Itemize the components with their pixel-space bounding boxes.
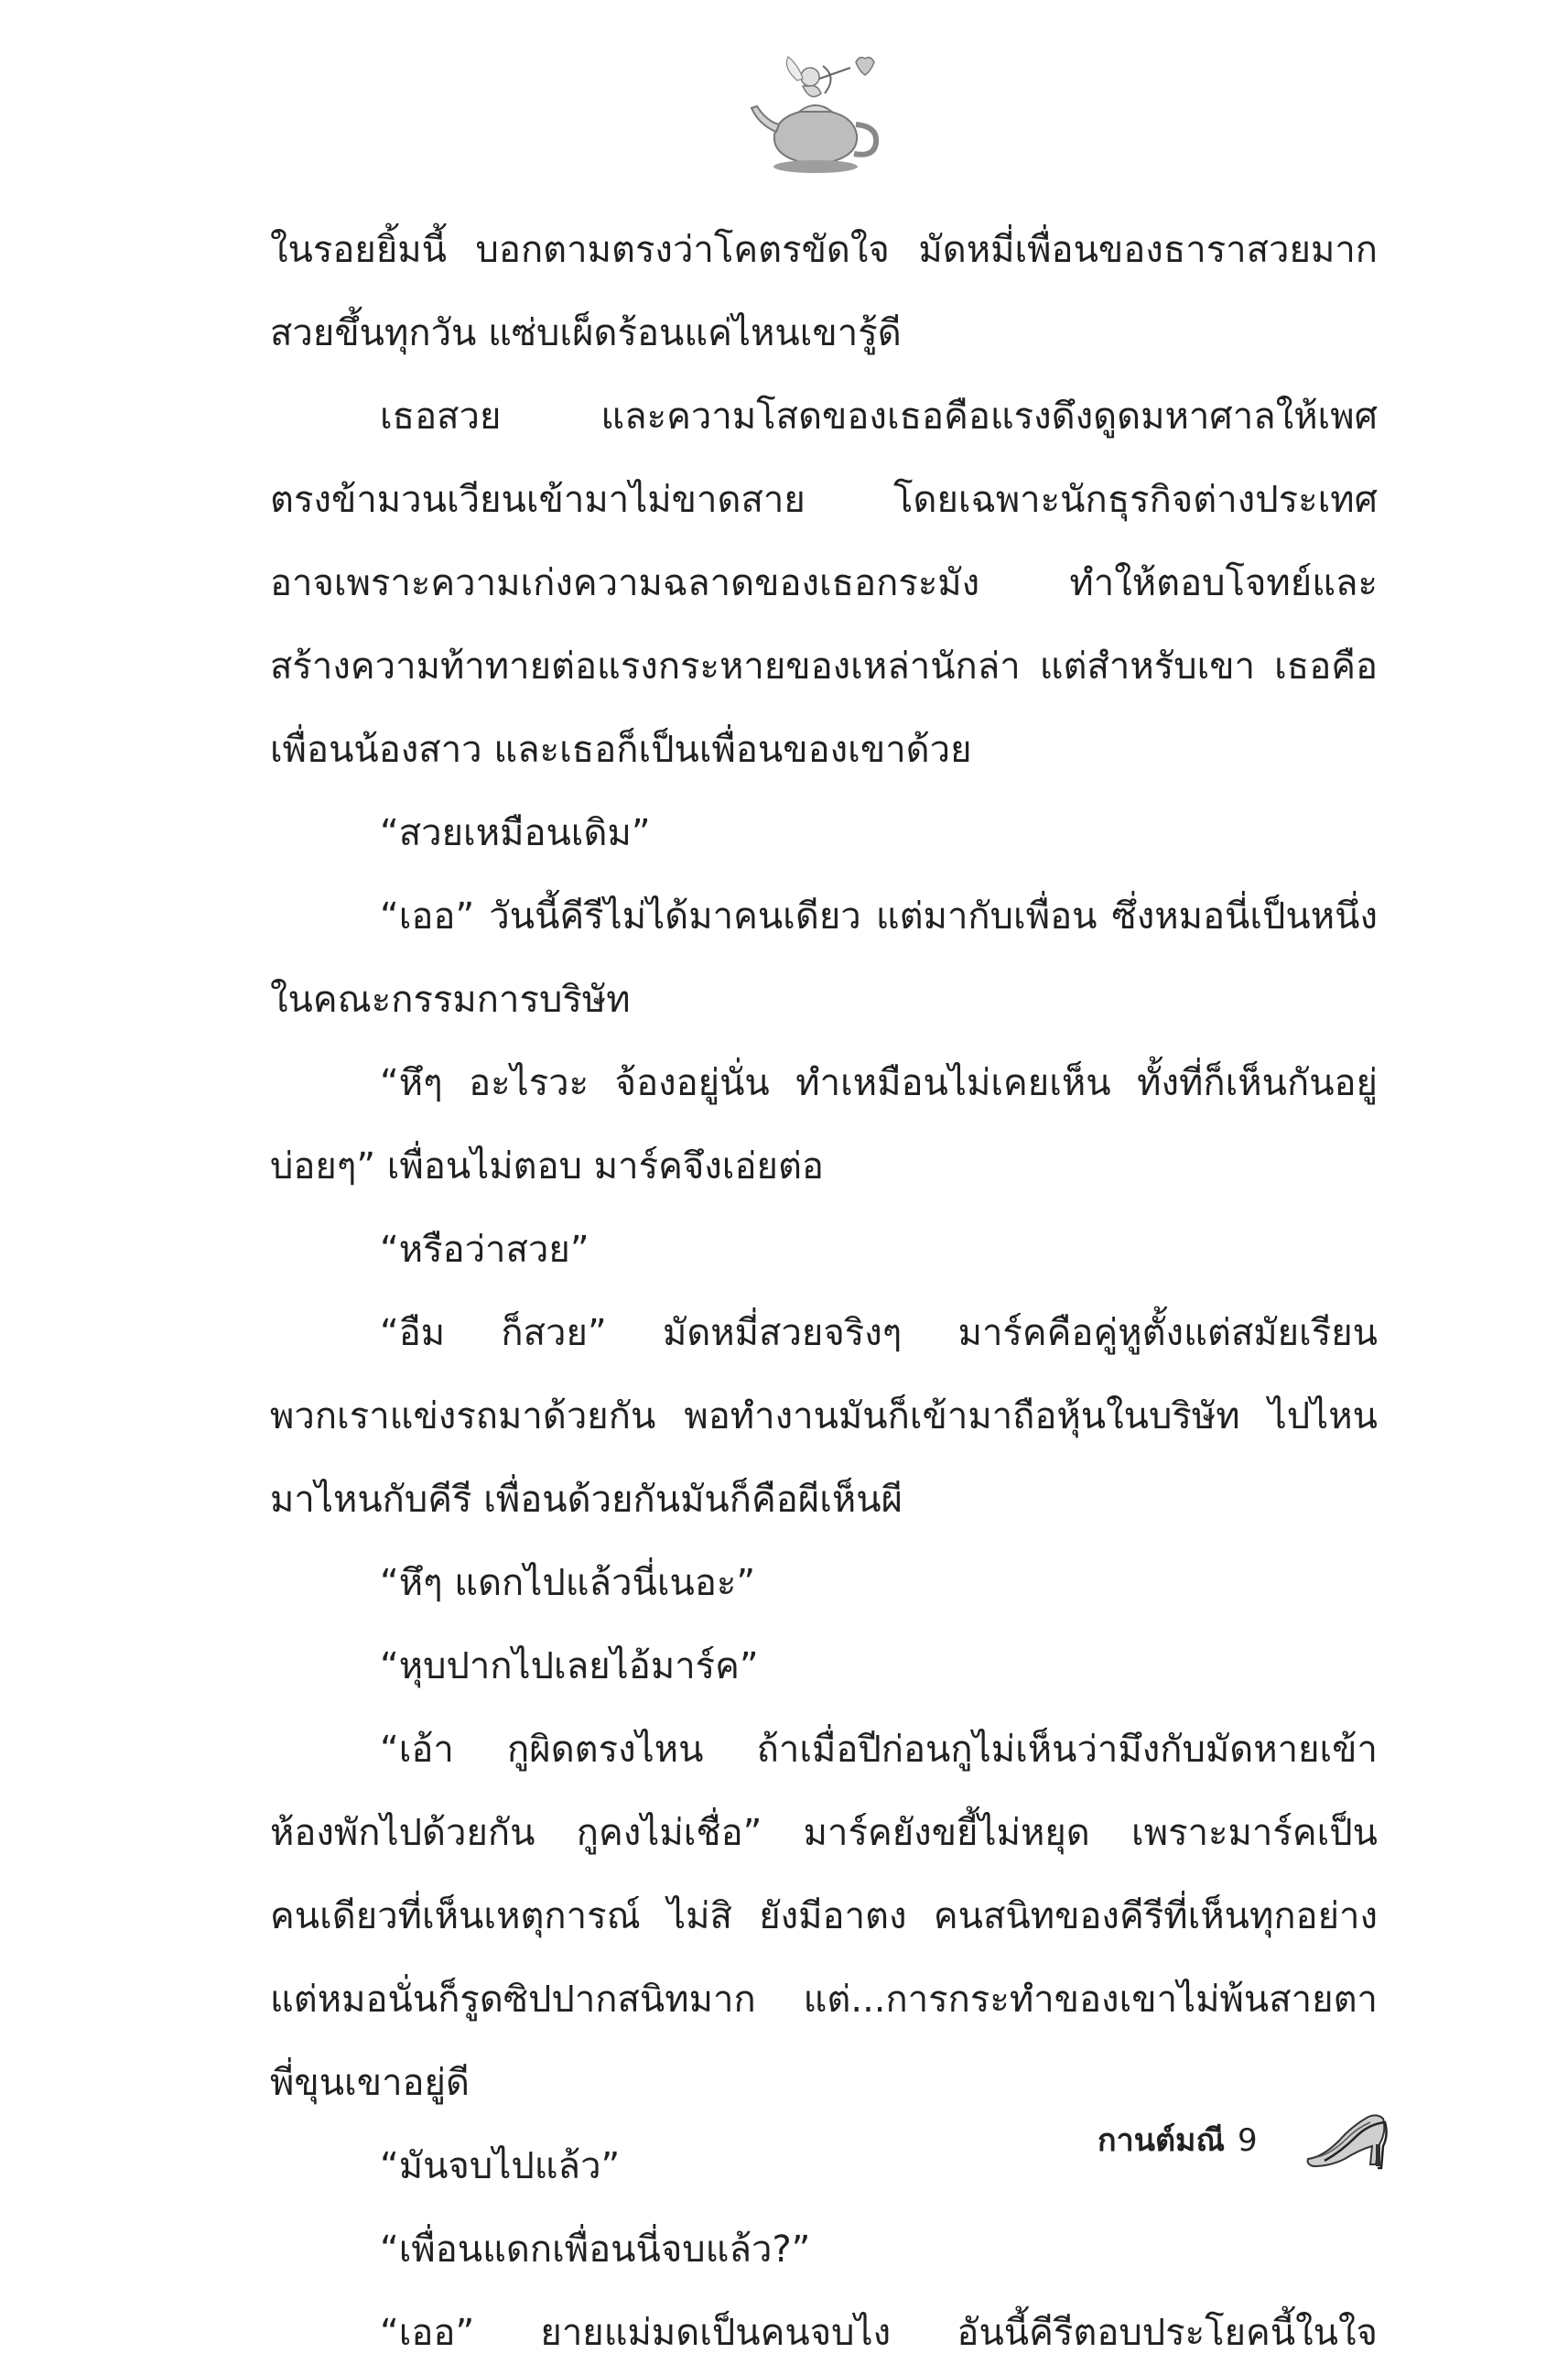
story-text <box>270 209 1378 2375</box>
text-line: พวกเราแข่งรถมาด้วยกัน พอทำงานมันก็เข้ามาถือหุ้นในบริษัท ไปไหน <box>270 1395 1378 1437</box>
text-line: แต่หมอนั่นก็รูดซิปปากสนิทมาก แต่...การกระทำของเขาไม่พ้นสายตา <box>270 1979 1378 2021</box>
text-line: “เออ” ยายแม่มดเป็นคนจบไง อันนี้คีรีตอบประโยคนี้ในใจ <box>380 2312 1378 2354</box>
text-line: “เออ” วันนี้คีรีไม่ได้มาคนเดียว แต่มากับเพื่อน ซึ่งหมอนี่เป็นหนึ่ง <box>380 895 1378 938</box>
text-line: บ่อยๆ” เพื่อนไม่ตอบ มาร์คจึงเอ่ยต่อ <box>270 1145 824 1188</box>
text-line: คนเดียวที่เห็นเหตุการณ์ ไม่สิ ยังมีอาตง คนสนิทของคีรีที่เห็นทุกอย่าง <box>270 1895 1378 1937</box>
text-line: “หึๆ อะไรวะ จ้องอยู่นั่น ทำเหมือนไม่เคยเห็น ทั้งที่ก็เห็นกันอยู่ <box>380 1062 1378 1104</box>
text-line: ในรอยยิ้มนี้ บอกตามตรงว่าโคตรขัดใจ มัดหมี่เพื่อนของธาราสวยมาก <box>270 229 1378 271</box>
text-line: ห้องพักไปด้วยกัน กูคงไม่เชื่อ” มาร์คยังขยี้ไม่หยุด เพราะมาร์คเป็น <box>270 1812 1378 1854</box>
text-line: ในคณะกรรมการบริษัท <box>270 979 631 1021</box>
text-line: “หึๆ แดกไปแล้วนี่เนอะ” <box>380 1562 756 1604</box>
text-line: “หรือว่าสวย” <box>380 1229 589 1271</box>
text-line: “เพื่อนแดกเพื่อนนี่จบแล้ว?” <box>380 2229 811 2271</box>
cupid-teapot-icon <box>742 48 889 185</box>
text-line: “สวยเหมือนเดิม” <box>380 812 651 854</box>
text-line: อาจเพราะความเก่งความฉลาดของเธอกระมัง ทำให้ตอบโจทย์และ <box>270 562 1378 604</box>
text-line: “อืม ก็สวย” มัดหมี่สวยจริงๆ มาร์คคือคู่หูตั้งแต่สมัยเรียน <box>380 1312 1378 1354</box>
author-name: กานต์มณี <box>1098 2122 1225 2159</box>
text-line: ตรงข้ามวนเวียนเข้ามาไม่ขาดสาย โดยเฉพาะนักธุรกิจต่างประเทศ <box>270 479 1378 521</box>
page-number: 9 <box>1238 2122 1258 2159</box>
text-line: พี่ขุนเขาอยู่ดี <box>270 2062 470 2104</box>
text-line: “มันจบไปแล้ว” <box>380 2145 621 2187</box>
text-line: สร้างความท้าทายต่อแรงกระหายของเหล่านักล่า แต่สำหรับเขา เธอคือ <box>270 645 1378 688</box>
text-line: มาไหนกับคีรี เพื่อนด้วยกันมันก็คือผีเห็นผี <box>270 1479 903 1521</box>
text-line: “หุบปากไปเลยไอ้มาร์ค” <box>380 1645 759 1687</box>
text-line: สวยขึ้นทุกวัน แซ่บเผ็ดร้อนแค่ไหนเขารู้ดี <box>270 312 902 354</box>
high-heel-shoe-icon <box>1304 2104 1391 2170</box>
text-line: เธอสวย และความโสดของเธอคือแรงดึงดูดมหาศาลให้เพศ <box>380 396 1378 438</box>
text-line: “เอ้า กูผิดตรงไหน ถ้าเมื่อปีก่อนกูไม่เห็นว่ามึงกับมัดหายเข้า <box>380 1729 1378 1771</box>
text-line: เพื่อนน้องสาว และเธอก็เป็นเพื่อนของเขาด้วย <box>270 729 972 771</box>
